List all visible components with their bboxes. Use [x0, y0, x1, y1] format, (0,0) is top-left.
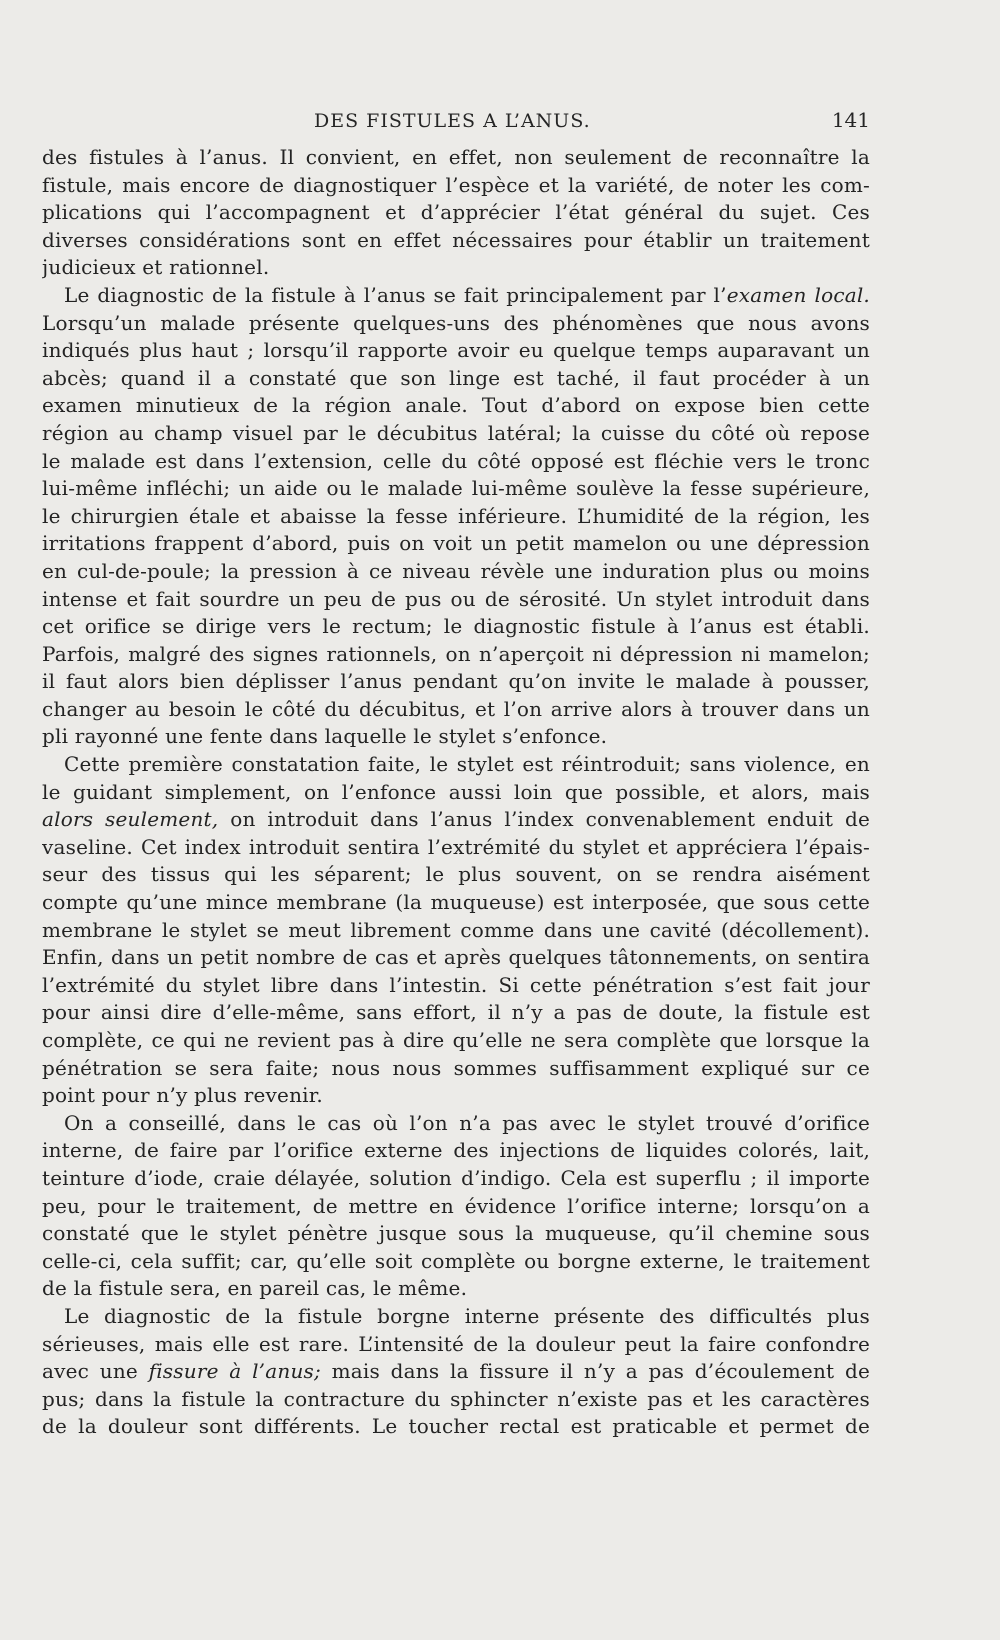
text-line: celle-ci, cela suffit; car, qu’elle soit complète ou borgne externe, le traitement	[42, 1248, 870, 1273]
text-line: Lorsqu’un malade présente quelques-uns des phénomènes que nous avons	[42, 310, 870, 335]
text-line: région au champ visuel par le décubitus latéral; la cuisse du côté où repose	[42, 420, 870, 445]
text-line: vaseline. Cet index introduit sentira l’extrémité du stylet et appréciera l’épais-	[42, 834, 870, 859]
text-line: Enfin, dans un petit nombre de cas et après quelques tâtonnements, on sentira	[42, 945, 870, 970]
text-line: intense et fait sourdre un peu de pus ou de sérosité. Un stylet introduit dans	[42, 586, 870, 611]
page-header	[42, 108, 870, 138]
text-line: Parfois, malgré des signes rationnels, on n’aperçoit ni dépression ni mamelon;	[42, 641, 870, 666]
text-line: diverses considérations sont en effet nécessaires pour établir un traitement	[42, 227, 870, 252]
text-line: avec une fissure à l’anus; mais dans la fissure il n’y a pas d’écoulement de	[42, 1359, 870, 1384]
text-line: fistule, mais encore de diagnostiquer l’espèce et la variété, de noter les com-	[42, 172, 870, 197]
page-body	[42, 144, 870, 1464]
text-line: pus; dans la fistule la contracture du sphincter n’existe pas et les caractères	[42, 1386, 870, 1411]
text-line: pli rayonné une fente dans laquelle le stylet s’enfonce.	[42, 724, 608, 749]
text-line: abcès; quand il a constaté que son linge est taché, il faut procéder à un	[42, 365, 870, 390]
text-line: alors seulement, on introduit dans l’anus l’index convenablement enduit de	[42, 807, 870, 832]
text-line: en cul-de-poule; la pression à ce niveau révèle une induration plus ou moins	[42, 558, 870, 583]
text-line: Le diagnostic de la fistule à l’anus se fait principalement par l’examen local.	[64, 282, 870, 307]
text-line: complète, ce qui ne revient pas à dire qu’elle ne sera complète que lorsque la	[42, 1028, 870, 1052]
page-number: 141	[831, 108, 870, 132]
text-line: peu, pour le traitement, de mettre en évidence l’orifice interne; lorsqu’on a	[42, 1193, 870, 1218]
text-line: pour ainsi dire d’elle-même, sans effort, il n’y a pas de doute, la fistule est	[42, 1000, 870, 1025]
text-line: On a conseillé, dans le cas où l’on n’a pas avec le stylet trouvé d’orifice	[64, 1110, 870, 1135]
text-line: compte qu’une mince membrane (la muqueuse) est interposée, que sous cette	[42, 890, 870, 915]
text-line: il faut alors bien déplisser l’anus pendant qu’on invite le malade à pousser,	[42, 669, 870, 694]
text-line: Le diagnostic de la fistule borgne interne présente des difficultés plus	[64, 1303, 870, 1328]
text-line: teinture d’iode, craie délayée, solution d’indigo. Cela est superflu ; il importe	[42, 1165, 870, 1190]
text-line: sérieuses, mais elle est rare. L’intensité de la douleur peut la faire confondre	[42, 1331, 870, 1356]
text-line: lui-même infléchi; un aide ou le malade lui-même soulève la fesse supérieure,	[42, 476, 870, 501]
text-line: seur des tissus qui les séparent; le plus souvent, on se rendra aisément	[42, 862, 870, 887]
text-line: changer au besoin le côté du décubitus, et l’on arrive alors à trouver dans un	[42, 696, 870, 721]
text-line: examen minutieux de la région anale. Tout d’abord on expose bien cette	[42, 393, 870, 418]
text-line: le malade est dans l’extension, celle du côté opposé est fléchie vers le tronc	[42, 448, 870, 473]
text-line: interne, de faire par l’orifice externe des injections de liquides colorés, lait,	[42, 1138, 870, 1163]
text-line: le guidant simplement, on l’enfonce aussi loin que possible, et alors, mais	[42, 779, 870, 804]
text-line: indiqués plus haut ; lorsqu’il rapporte avoir eu quelque temps auparavant un	[42, 338, 870, 363]
text-line: des fistules à l’anus. Il convient, en effet, non seulement de reconnaître la	[42, 145, 870, 169]
text-line: cet orifice se dirige vers le rectum; le diagnostic fistule à l’anus est établi.	[42, 614, 870, 639]
text-line: judicieux et rationnel.	[42, 255, 270, 280]
text-line: l’extrémité du stylet libre dans l’intestin. Si cette pénétration s’est fait jour	[42, 972, 870, 997]
text-line: irritations frappent d’abord, puis on voit un petit mamelon ou une dépression	[42, 531, 870, 556]
text-line: de la douleur sont différents. Le toucher rectal est praticable et permet de	[42, 1414, 870, 1439]
text-line: le chirurgien étale et abaisse la fesse inférieure. L’humidité de la région, les	[42, 503, 870, 528]
text-line: plications qui l’accompagnent et d’apprécier l’état général du sujet. Ces	[42, 200, 870, 225]
text-line: membrane le stylet se meut librement comme dans une cavité (décollement).	[42, 917, 870, 942]
text-line: pénétration se sera faite; nous nous sommes suffisamment expliqué sur ce	[42, 1055, 870, 1080]
text-line: point pour n’y plus revenir.	[42, 1083, 323, 1108]
running-title: DES FISTULES A L’ANUS.	[314, 110, 591, 132]
text-line: de la fistule sera, en pareil cas, le même.	[42, 1276, 468, 1301]
text-line: Cette première constatation faite, le stylet est réintroduit; sans violence, en	[64, 752, 870, 777]
text-line: constaté que le stylet pénètre jusque sous la muqueuse, qu’il chemine sous	[42, 1221, 870, 1246]
